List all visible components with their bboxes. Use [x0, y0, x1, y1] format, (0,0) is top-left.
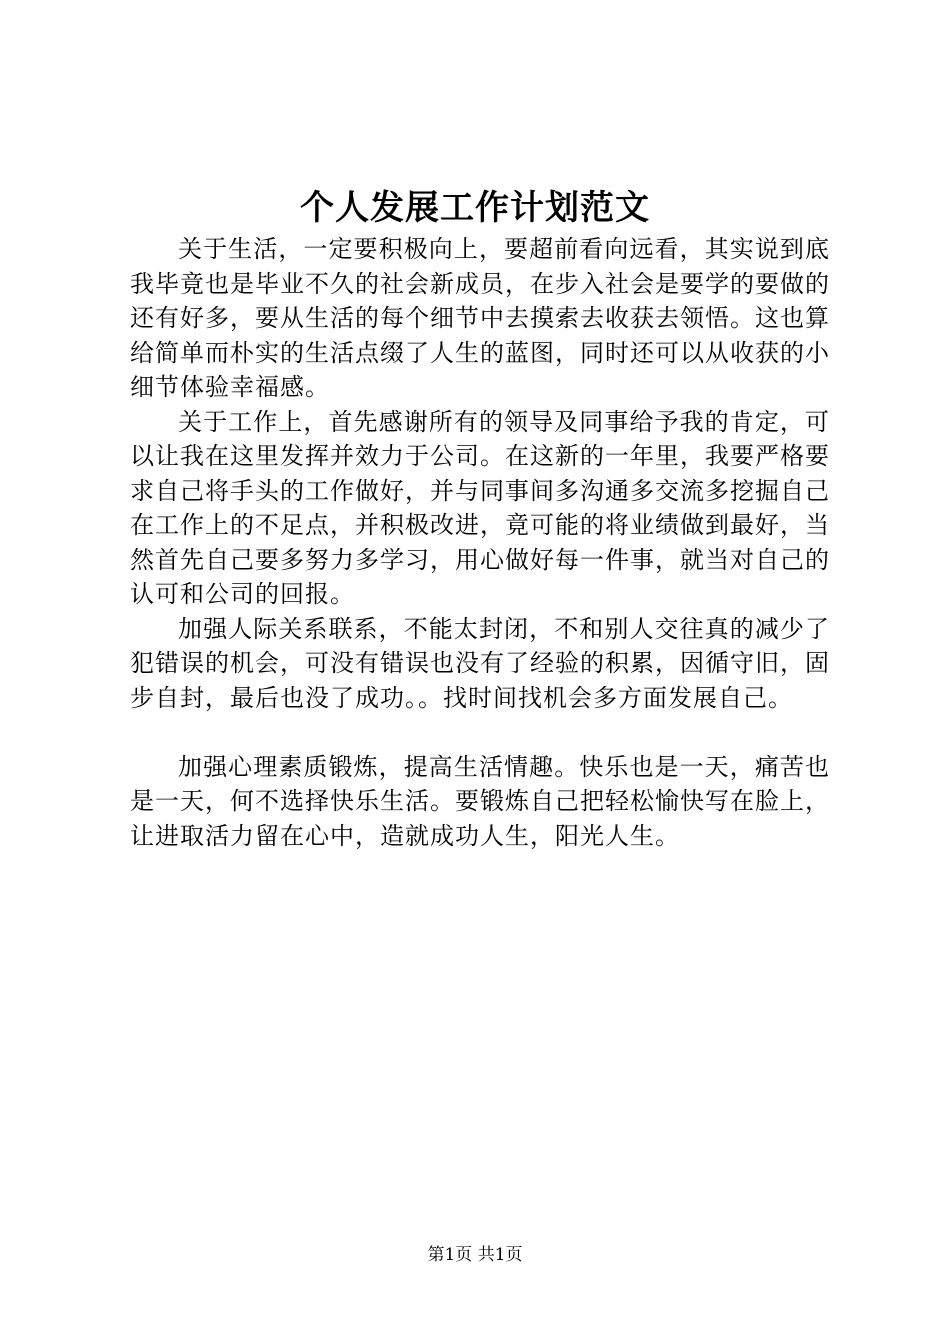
- paragraph-work: 关于工作上，首先感谢所有的领导及同事给予我的肯定，可以让我在这里发挥并效力于公司。在这新的一年里，我要严格要求自己将手头的工作做好，并与同事间多沟通多交流多挖掘自己在工作上的不足点，并积极改进，竟可能的将业绩做到最好，当然首先自己要多努力多学习，用心做好每一件事，就当对自己的认可和公司的回报。: [130, 407, 830, 608]
- page-number-footer: 第1页 共1页: [427, 1245, 523, 1265]
- paragraph-relationships: 加强人际关系联系，不能太封闭，不和别人交往真的减少了犯错误的机会，可没有错误也没有了经验的积累，因循守旧，固步自封，最后也没了成功。。找时间找机会多方面发展自己。: [130, 614, 830, 712]
- document-title: 个人发展工作计划范文: [300, 188, 650, 228]
- paragraph-gap: [130, 715, 830, 750]
- paragraph-life: 关于生活，一定要积极向上，要超前看向远看，其实说到底我毕竟也是毕业不久的社会新成员，在步入社会是要学的要做的还有好多，要从生活的每个细节中去摸索去收获去领悟。这也算给简单而朴实的生活点缀了人生的蓝图，同时还可以从收获的小细节体验幸福感。: [130, 235, 830, 401]
- paragraph-mindset: 加强心理素质锻炼，提高生活情趣。快乐也是一天，痛苦也是一天，何不选择快乐生活。要锻炼自己把轻松愉快写在脸上，让进取活力留在心中，造就成功人生，阳光人生。: [130, 752, 830, 850]
- document-body: [130, 232, 830, 853]
